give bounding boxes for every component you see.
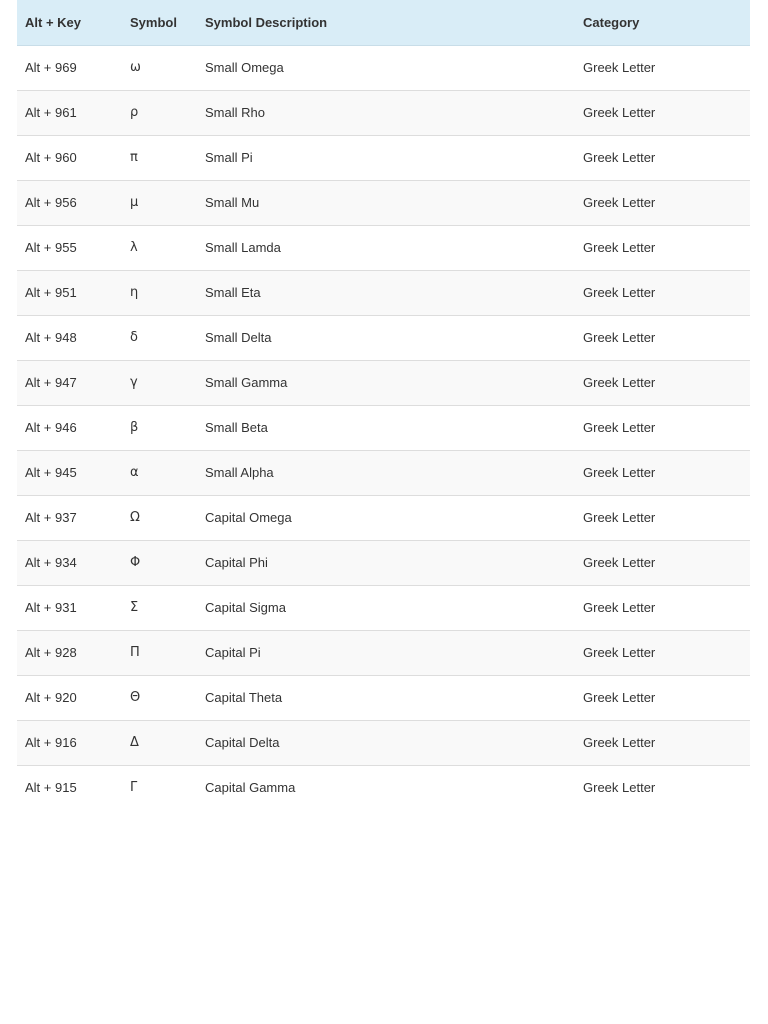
cell-alt-key: Alt + 931 <box>25 600 77 615</box>
cell-category: Greek Letter <box>583 600 656 615</box>
cell-symbol-description: Capital Theta <box>205 690 283 705</box>
cell-alt-key: Alt + 961 <box>25 105 77 120</box>
cell-alt-key: Alt + 934 <box>25 555 77 570</box>
cell-alt-key: Alt + 928 <box>25 645 77 660</box>
cell-symbol-description: Small Lamda <box>205 240 281 255</box>
cell-symbol-description: Capital Gamma <box>205 780 296 796</box>
cell-symbol-description: Small Pi <box>205 150 253 165</box>
cell-category: Greek Letter <box>583 420 656 435</box>
cell-category: Greek Letter <box>583 240 656 255</box>
table-row <box>17 540 750 585</box>
cell-category: Greek Letter <box>583 645 656 660</box>
cell-symbol: β <box>130 420 139 435</box>
cell-alt-key: Alt + 955 <box>25 240 77 255</box>
cell-symbol-description: Small Beta <box>205 420 268 435</box>
header-symbol: Symbol <box>122 0 197 45</box>
cell-symbol-description: Capital Phi <box>205 555 268 570</box>
cell-symbol-description: Small Omega <box>205 60 284 75</box>
alt-code-table <box>17 0 750 810</box>
table-row <box>17 45 750 90</box>
table-row <box>17 405 750 450</box>
cell-symbol: Π <box>130 645 140 660</box>
table-row <box>17 630 750 675</box>
table-row <box>17 360 750 405</box>
table-body <box>17 45 750 810</box>
header-alt-key: Alt + Key <box>17 0 122 45</box>
header-category: Category <box>575 0 750 45</box>
cell-symbol: Θ <box>130 690 141 705</box>
cell-symbol: Γ <box>130 780 138 796</box>
cell-symbol: π <box>130 150 138 165</box>
cell-alt-key: Alt + 946 <box>25 420 77 435</box>
cell-alt-key: Alt + 951 <box>25 285 77 300</box>
cell-alt-key: Alt + 945 <box>25 465 77 480</box>
cell-symbol-description: Capital Omega <box>205 510 292 525</box>
cell-category: Greek Letter <box>583 555 656 570</box>
cell-category: Greek Letter <box>583 105 656 120</box>
cell-symbol: Φ <box>130 555 141 570</box>
cell-symbol: Σ <box>130 600 139 615</box>
cell-category: Greek Letter <box>583 195 656 210</box>
table-row <box>17 450 750 495</box>
cell-alt-key: Alt + 916 <box>25 735 77 750</box>
cell-symbol: ρ <box>130 105 139 120</box>
table-row <box>17 90 750 135</box>
cell-alt-key: Alt + 960 <box>25 150 77 165</box>
cell-symbol-description: Capital Sigma <box>205 600 286 615</box>
alt-code-table-container <box>17 0 750 810</box>
cell-category: Greek Letter <box>583 735 656 750</box>
cell-category: Greek Letter <box>583 60 656 75</box>
table-row <box>17 720 750 765</box>
header-symbol-description: Symbol Description <box>197 0 575 45</box>
cell-category: Greek Letter <box>583 510 656 525</box>
cell-category: Greek Letter <box>583 285 656 300</box>
cell-symbol: γ <box>130 375 138 390</box>
cell-symbol: δ <box>130 330 138 345</box>
cell-symbol: Δ <box>130 735 139 750</box>
cell-alt-key: Alt + 947 <box>25 375 77 390</box>
cell-alt-key: Alt + 969 <box>25 60 77 75</box>
cell-symbol-description: Small Delta <box>205 330 272 345</box>
cell-category: Greek Letter <box>583 375 656 390</box>
cell-symbol-description: Small Rho <box>205 105 265 120</box>
table-row <box>17 270 750 315</box>
table-row <box>17 135 750 180</box>
cell-symbol-description: Small Eta <box>205 285 261 300</box>
cell-symbol: ω <box>130 60 141 75</box>
table-row <box>17 315 750 360</box>
cell-symbol: Ω <box>130 510 140 525</box>
cell-alt-key: Alt + 920 <box>25 690 77 705</box>
cell-category: Greek Letter <box>583 690 656 705</box>
cell-symbol-description: Small Gamma <box>205 375 288 390</box>
cell-alt-key: Alt + 948 <box>25 330 77 345</box>
cell-category: Greek Letter <box>583 150 656 165</box>
cell-symbol-description: Capital Pi <box>205 645 261 660</box>
cell-alt-key: Alt + 915 <box>25 780 77 796</box>
cell-alt-key: Alt + 956 <box>25 195 77 210</box>
cell-category: Greek Letter <box>583 780 656 796</box>
table-header <box>17 0 750 45</box>
table-row <box>17 585 750 630</box>
table-row <box>17 675 750 720</box>
table-row <box>17 765 750 810</box>
cell-category: Greek Letter <box>583 465 656 480</box>
cell-symbol-description: Capital Delta <box>205 735 280 750</box>
table-row <box>17 495 750 540</box>
cell-symbol-description: Small Mu <box>205 195 260 210</box>
cell-symbol-description: Small Alpha <box>205 465 274 480</box>
cell-alt-key: Alt + 937 <box>25 510 77 525</box>
cell-symbol: α <box>130 465 139 480</box>
table-row <box>17 180 750 225</box>
cell-category: Greek Letter <box>583 330 656 345</box>
table-row <box>17 225 750 270</box>
table-header-row <box>17 0 750 45</box>
cell-symbol: η <box>130 285 139 300</box>
cell-symbol: λ <box>130 240 138 255</box>
cell-symbol: μ <box>130 195 139 210</box>
